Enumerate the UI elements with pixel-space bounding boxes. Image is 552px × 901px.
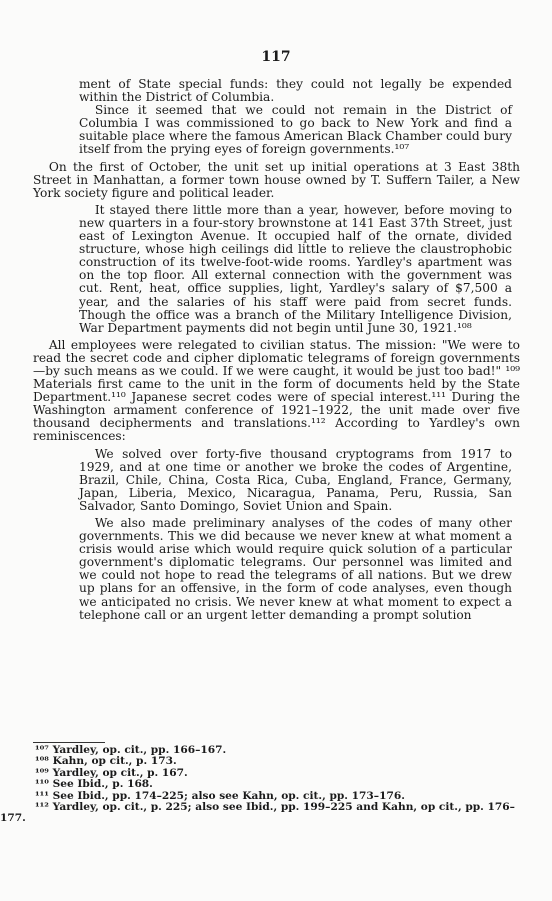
footnote: ¹¹² Yardley, op. cit., p. 225; also see Ibid., pp. 199–225 and Kahn, op cit., pp. 176–: [35, 801, 515, 814]
paragraph: It stayed there little more than a year, however, before moving to new quarters in a four-story brownstone at 141 East 37th Street, just east of Lexington Avenue. It occupied half of the ornate, divided structure, whose high ceilings did little to relieve the claustrophobic construction of its twelve-foot-wide rooms. Yardley's apartment was on the top floor. All external connection with the government was cut. Rent, heat, office supplies, light, Yardley's salary of $7,500 a year, and the salaries of his staff were paid from secret funds. Though the office was a branch of the Military Intelligence Division, War Department payments did not begin until June 30, 1921.¹⁰⁸: [79, 202, 512, 335]
footnote: ¹⁰⁹ Yardley, op cit., p. 167.: [35, 766, 188, 779]
paragraph: We also made preliminary analyses of the codes of many other governments. This we did because we never knew at what moment a crisis would arise which would require quick solution of a particular government's diplomatic telegrams. Our personnel was limited and we could not hope to read the telegrams of all nations. But we drew up plans for an offensive, in the form of code analyses, even though we anticipated no crisis. We never knew at what moment to expect a telephone call or an urgent letter demanding a prompt solution: [79, 516, 512, 622]
block-quote-1: [33, 78, 520, 157]
paragraph: We solved over forty-five thousand cryptograms from 1917 to 1929, and at one time or another we broke the codes of Argentine, Brazil, Chile, China, Costa Rica, Cuba, England, France, Germany, Japan, Liberia, Mexico, Nicaragua, Panama, Peru, Russia, San Salvador, Santo Domingo, Soviet Union and Spain.: [79, 446, 512, 513]
footnotes: [0, 744, 520, 825]
block-quote-2: [33, 204, 520, 335]
block-quote-3: [33, 448, 520, 622]
footnote: ¹⁰⁷ Yardley, op. cit., pp. 166–167.: [35, 744, 227, 756]
paragraph: ment of State special funds: they could not legally be expended within the District of Columbia.: [79, 77, 512, 105]
paragraph: Since it seemed that we could not remain in the District of Columbia I was commissioned to go back to New York and find a suitable place where the famous American Black Chamber could bury itself from the prying eyes of foreign governments.¹⁰⁷: [79, 103, 512, 157]
footnote: ¹¹⁰ See Ibid., p. 168.: [35, 778, 153, 791]
page-number: 117: [261, 49, 291, 65]
paragraph: All employees were relegated to civilian status. The mission: "We were to read the secret code and cipher diplomatic telegrams of foreign governments—by such means as we could. If we were caught, it would be just too bad!" ¹⁰⁹ Materials first came to the unit in the form of documents held by the State Department.¹¹⁰ Japanese secret codes were of special interest.¹¹¹ During the Washington armament conference of 1921–1922, the unit made over five thousand decipherments and translations.¹¹² According to Yardley's own reminiscences:: [33, 337, 520, 444]
paragraph: On the first of October, the unit set up initial operations at 3 East 38th Street in Manhattan, a former town house owned by T. Suffern Tailer, a New York society figure and political leader.: [33, 159, 520, 200]
footnote-continuation: 177.: [0, 812, 26, 825]
footnote: ¹⁰⁸ Kahn, op cit., p. 173.: [35, 755, 177, 768]
footnote-divider: [33, 742, 105, 743]
footnote: ¹¹¹ See Ibid., pp. 174–225; also see Kahn, op. cit., pp. 173–176.: [35, 789, 405, 802]
body-text: [33, 78, 520, 626]
